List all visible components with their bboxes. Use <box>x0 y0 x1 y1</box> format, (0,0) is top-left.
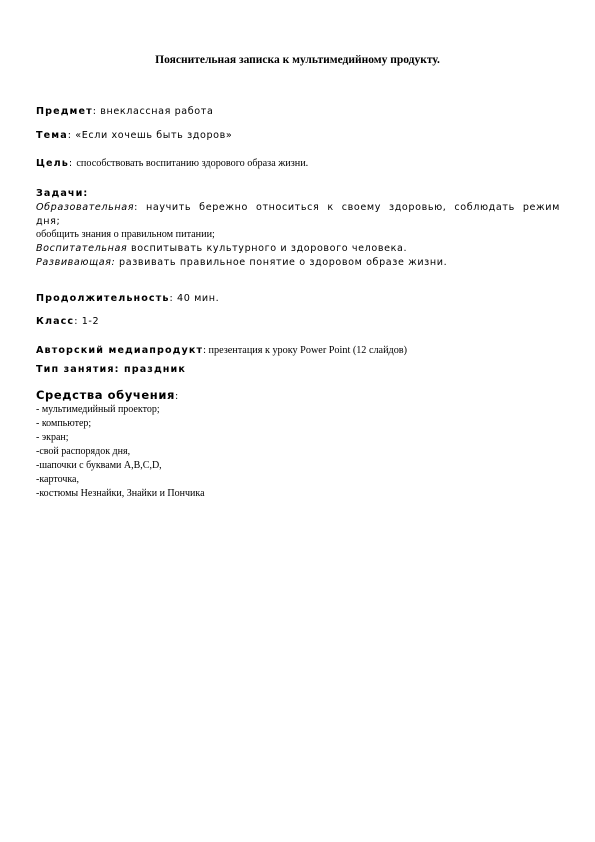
theme-label: Тема <box>36 130 68 141</box>
tasks-vosp-value: воспитывать культурного и здорового человека. <box>127 243 408 254</box>
list-item: - экран; <box>36 432 69 443</box>
theme-line <box>36 130 560 141</box>
subject-sep: : <box>92 106 101 117</box>
tasks-edu-line3: обобщить знания о правильном питании; <box>36 229 215 240</box>
tasks-edu-line: Образовательная: научить бережно относиться к своему здоровью, соблюдать режим <box>36 202 560 213</box>
list-item: - мультимедийный проектор; <box>36 404 160 415</box>
goal-label: Цель <box>36 158 69 169</box>
grade-label: Класс <box>36 316 75 327</box>
tasks-razv-line <box>36 257 560 268</box>
subject-value: внеклассная работа <box>100 106 214 117</box>
grade-line <box>36 316 560 327</box>
product-value: : презентация к уроку Power Point (12 слайдов) <box>203 345 408 356</box>
duration-line <box>36 293 560 304</box>
list-item: -шапочки с буквами A,B,C,D, <box>36 460 162 471</box>
theme-sep: : <box>67 130 76 141</box>
list-item: -карточка, <box>36 474 79 485</box>
lesson-type-line <box>36 364 560 375</box>
list-item: -костюмы Незнайки, Знайки и Пончика <box>36 488 205 499</box>
list-item: -свой распорядок дня, <box>36 446 131 457</box>
subject-line <box>36 106 560 117</box>
duration-value: : 40 мин. <box>169 293 220 304</box>
tasks-edu-label: Образовательная <box>36 202 135 213</box>
tasks-heading: Задачи: <box>36 188 89 199</box>
list-item: - компьютер; <box>36 418 92 429</box>
tasks-vosp-line <box>36 243 560 254</box>
goal-sep: : <box>68 158 77 169</box>
tasks-edu-continuation: дня; <box>36 216 61 227</box>
tasks-edu-first: Образовательная: <box>36 202 138 213</box>
tools-heading-text: Средства обучения <box>36 388 175 402</box>
lesson-type-value: праздник <box>119 364 186 375</box>
document-title: Пояснительная записка к мультимедийному продукту. <box>155 54 440 66</box>
goal-value: способствовать воспитанию здорового образа жизни. <box>76 158 309 169</box>
lesson-type-label: Тип занятия: <box>36 364 120 375</box>
subject-label: Предмет <box>36 106 93 117</box>
tasks-razv-value: развивать правильное понятие о здоровом образе жизни. <box>115 257 448 268</box>
goal-line <box>36 153 560 171</box>
duration-label: Продолжительность <box>36 293 170 304</box>
theme-value: «Если хочешь быть здоров» <box>75 130 233 141</box>
product-label: Авторский медиапродукт <box>36 345 204 356</box>
tasks-vosp-label: Воспитательная <box>36 243 128 254</box>
tools-heading: Средства обучения: <box>36 388 179 402</box>
product-line <box>36 340 560 358</box>
tasks-razv-label: Развивающая: <box>36 257 116 268</box>
grade-value: : 1-2 <box>74 316 100 327</box>
